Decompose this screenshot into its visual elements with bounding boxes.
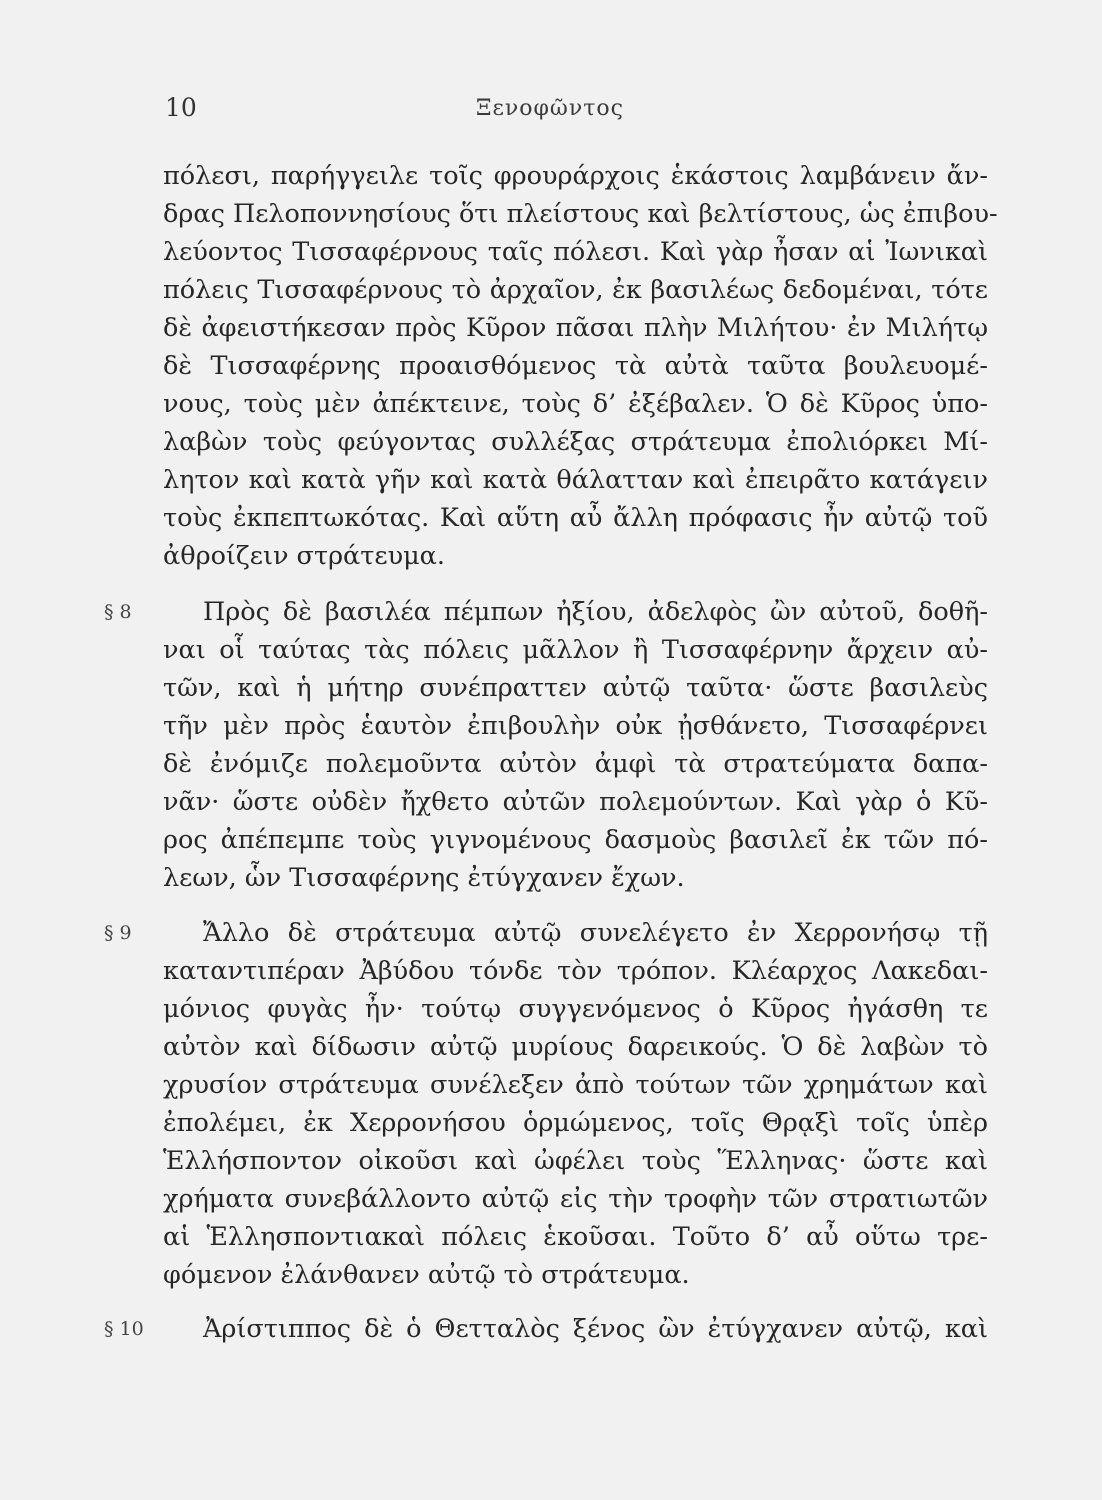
section-mark: § 9 (104, 922, 132, 944)
page-number: 10 (165, 93, 197, 122)
text-line: τῆν μὲν πρὸς ἑαυτὸν ἐπιβουλὴν οὐκ ᾐσθάνετο, Τισσαφέρνει (163, 711, 988, 741)
text-line: δρας Πελοποννησίους ὅτι πλείστους καὶ βελτίστους, ὡς ἐπιβου- (163, 199, 998, 229)
text-line: καταντιπέραν Ἀβύδου τόνδε τὸν τρόπον. Κλέαρχος Λακεδαι- (163, 956, 988, 986)
text-line: χρήματα συνεβάλλοντο αὐτῷ εἰς τὴν τροφὴν τῶν στρατιωτῶν (163, 1184, 988, 1214)
text-line: αὐτὸν καὶ δίδωσιν αὐτῷ μυρίους δαρεικούς. Ὁ δὲ λαβὼν τὸ (163, 1032, 988, 1062)
text-line: δὲ Τισσαφέρνης προαισθόμενος τὰ αὐτὰ ταῦτα βουλευομέ- (163, 351, 988, 381)
text-line: αἱ Ἑλλησποντιακαὶ πόλεις ἑκοῦσαι. Τοῦτο δ’ αὖ οὕτω τρε- (163, 1222, 988, 1252)
running-title: Ξενοφῶντος (476, 96, 624, 121)
text-line: μόνιος φυγὰς ἦν· τούτῳ συγγενόμενος ὁ Κῦρος ἠγάσθη τε (163, 994, 988, 1024)
text-line: πόλεις Τισσαφέρνους τὸ ἀρχαῖον, ἐκ βασιλέως δεδομέναι, τότε (163, 275, 988, 305)
text-line: νᾶν· ὥστε οὐδὲν ἤχθετο αὐτῶν πολεμούντων. Καὶ γὰρ ὁ Κῦ- (163, 787, 988, 817)
section-mark: § 10 (104, 1318, 144, 1340)
text-line: λαβὼν τοὺς φεύγοντας συλλέξας στράτευμα ἐπολιόρκει Μί- (163, 427, 988, 457)
text-line: ἐπολέμει, ἐκ Χερρονήσου ὁρμώμενος, τοῖς Θρᾳξὶ τοῖς ὑπὲρ (163, 1108, 988, 1138)
text-line: λεύοντος Τισσαφέρνους ταῖς πόλεσι. Καὶ γὰρ ἦσαν αἱ Ἰωνικαὶ (163, 237, 988, 267)
text-line: χρυσίον στράτευμα συνέλεξεν ἀπὸ τούτων τῶν χρημάτων καὶ (163, 1070, 988, 1100)
text-line: Ἑλλήσποντον οἰκοῦσι καὶ ὠφέλει τοὺς Ἕλληνας· ὥστε καὶ (163, 1146, 988, 1176)
text-line: Ἀρίστιππος δὲ ὁ Θετταλὸς ξένος ὢν ἐτύγχανεν αὐτῷ, καὶ (203, 1314, 988, 1344)
text-line: Ἄλλο δὲ στράτευμα αὐτῷ συνελέγετο ἐν Χερρονήσῳ τῇ (203, 918, 988, 948)
text-line: λεων, ὧν Τισσαφέρνης ἐτύγχανεν ἔχων. (163, 863, 685, 893)
text-line: νους, τοὺς μὲν ἀπέκτεινε, τοὺς δ’ ἐξέβαλεν. Ὁ δὲ Κῦρος ὑπο- (163, 389, 988, 419)
text-line: φόμενον ἐλάνθανεν αὐτῷ τὸ στράτευμα. (163, 1260, 690, 1290)
text-line: λητον καὶ κατὰ γῆν καὶ κατὰ θάλατταν καὶ ἐπειρᾶτο κατάγειν (163, 465, 988, 495)
text-line: δὲ ἐνόμιζε πολεμοῦντα αὐτὸν ἀμφὶ τὰ στρατεύματα δαπα- (163, 749, 988, 779)
text-line: τοὺς ἐκπεπτωκότας. Καὶ αὕτη αὖ ἄλλη πρόφασις ἦν αὐτῷ τοῦ (163, 503, 988, 533)
text-line: ρος ἀπέπεμπε τοὺς γιγνομένους δασμοὺς βασιλεῖ ἐκ τῶν πό- (163, 825, 988, 855)
text-line: ἀθροίζειν στράτευμα. (163, 541, 445, 571)
text-line: Πρὸς δὲ βασιλέα πέμπων ἠξίου, ἀδελφὸς ὢν αὐτοῦ, δοθῆ- (203, 597, 988, 627)
text-line: ναι οἷ ταύτας τὰς πόλεις μᾶλλον ἢ Τισσαφέρνην ἄρχειν αὐ- (163, 635, 988, 665)
section-mark: § 8 (104, 601, 132, 623)
text-line: δὲ ἀφειστήκεσαν πρὸς Κῦρον πᾶσαι πλὴν Μιλήτου· ἐν Μιλήτῳ (163, 313, 988, 343)
text-line: πόλεσι, παρήγγειλε τοῖς φρουράρχοις ἑκάστοις λαμβάνειν ἄν- (163, 161, 988, 191)
text-line: τῶν, καὶ ἡ μήτηρ συνέπραττεν αὐτῷ ταῦτα· ὥστε βασιλεὺς (163, 673, 988, 703)
